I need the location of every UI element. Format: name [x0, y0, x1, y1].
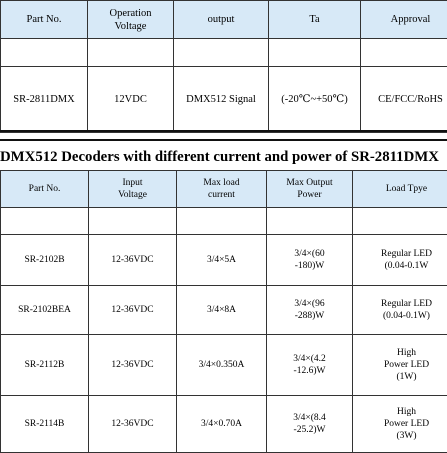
table-row: [1, 396, 447, 453]
load-line-2: (0.04-0.1W: [353, 260, 447, 272]
header-max-output-power: [267, 171, 353, 208]
cell-power: [267, 286, 353, 335]
cell-part-no: SR-2114B: [1, 396, 89, 453]
header-operation-voltage-line-2: Voltage: [88, 20, 173, 33]
empty-cell: [89, 208, 177, 235]
header-max-load-current: [177, 171, 267, 208]
header-max-output-line-2: Power: [267, 189, 352, 201]
top-data-row: [1, 67, 447, 133]
header-input-voltage-line-1: Input: [89, 177, 176, 189]
header-operation-voltage-line-1: Operation: [88, 7, 173, 20]
cell-part-no: SR-2102BEA: [1, 286, 89, 335]
cell-power: [267, 235, 353, 286]
cell-load-type: [353, 335, 447, 396]
bottom-header-row: [1, 171, 447, 208]
section-title: DMX512 Decoders with different current and power of SR-2811DMX: [0, 146, 447, 168]
load-line-1: Regular LED: [353, 248, 447, 260]
empty-cell: [1, 39, 88, 67]
cell-load-type: [353, 396, 447, 453]
top-spec-table: [0, 0, 447, 133]
empty-cell: [267, 208, 353, 235]
load-line-2: (0.04-0.1W): [353, 310, 447, 322]
cell-voltage: 12-36VDC: [89, 396, 177, 453]
cell-current: 3/4×8A: [177, 286, 267, 335]
header-input-voltage: [89, 171, 177, 208]
cell-voltage: 12VDC: [88, 67, 174, 133]
top-empty-row: [1, 39, 447, 67]
empty-cell: [177, 208, 267, 235]
cell-part-no: SR-2112B: [1, 335, 89, 396]
header-load-type: Load Tpye: [353, 171, 447, 208]
load-line-1: High: [353, 347, 447, 359]
power-line-2: -12.6)W: [267, 365, 352, 377]
load-line-2: Power LED: [353, 359, 447, 371]
header-max-load-line-2: current: [177, 189, 266, 201]
cell-output: DMX512 Signal: [174, 67, 269, 133]
power-line-2: -288)W: [267, 310, 352, 322]
top-spec-table-container: [0, 0, 447, 133]
empty-cell: [269, 39, 361, 67]
table-row: [1, 286, 447, 335]
cell-current: 3/4×5A: [177, 235, 267, 286]
table-row: [1, 335, 447, 396]
cell-voltage: 12-36VDC: [89, 286, 177, 335]
cell-ta: (-20℃~+50℃): [269, 67, 361, 133]
empty-cell: [174, 39, 269, 67]
empty-cell: [361, 39, 447, 67]
load-line-1: Regular LED: [353, 298, 447, 310]
header-part-no: Part No.: [1, 1, 88, 39]
header-max-load-line-1: Max load: [177, 177, 266, 189]
load-line-2: Power LED: [353, 418, 447, 430]
empty-cell: [353, 208, 447, 235]
header-input-voltage-line-2: Voltage: [89, 189, 176, 201]
load-line-3: (1W): [353, 371, 447, 383]
cell-load-type: [353, 286, 447, 335]
power-line-1: 3/4×(4.2: [267, 353, 352, 365]
cell-part-no: SR-2811DMX: [1, 67, 88, 133]
cell-voltage: 12-36VDC: [89, 335, 177, 396]
top-header-row: [1, 1, 447, 39]
bottom-empty-row: [1, 208, 447, 235]
cell-power: [267, 396, 353, 453]
divider-line: [0, 139, 447, 141]
load-line-3: (3W): [353, 430, 447, 442]
power-line-2: -25.2)W: [267, 424, 352, 436]
table-row: [1, 235, 447, 286]
header-max-output-line-1: Max Output: [267, 177, 352, 189]
power-line-1: 3/4×(60: [267, 248, 352, 260]
bottom-spec-table-container: [0, 170, 447, 453]
cell-part-no: SR-2102B: [1, 235, 89, 286]
cell-current: 3/4×0.350A: [177, 335, 267, 396]
power-line-2: -180)W: [267, 260, 352, 272]
cell-approval: CE/FCC/RoHS: [361, 67, 447, 133]
empty-cell: [1, 208, 89, 235]
header-part-no: Part No.: [1, 171, 89, 208]
cell-current: 3/4×0.70A: [177, 396, 267, 453]
header-ta: Ta: [269, 1, 361, 39]
decoder-spec-table: [0, 170, 447, 453]
header-output: output: [174, 1, 269, 39]
empty-cell: [88, 39, 174, 67]
power-line-1: 3/4×(96: [267, 298, 352, 310]
divider-line: [0, 130, 447, 132]
cell-voltage: 12-36VDC: [89, 235, 177, 286]
header-approval: Approval: [361, 1, 447, 39]
header-operation-voltage: [88, 1, 174, 39]
cell-load-type: [353, 235, 447, 286]
cell-power: [267, 335, 353, 396]
load-line-1: High: [353, 406, 447, 418]
power-line-1: 3/4×(8.4: [267, 412, 352, 424]
